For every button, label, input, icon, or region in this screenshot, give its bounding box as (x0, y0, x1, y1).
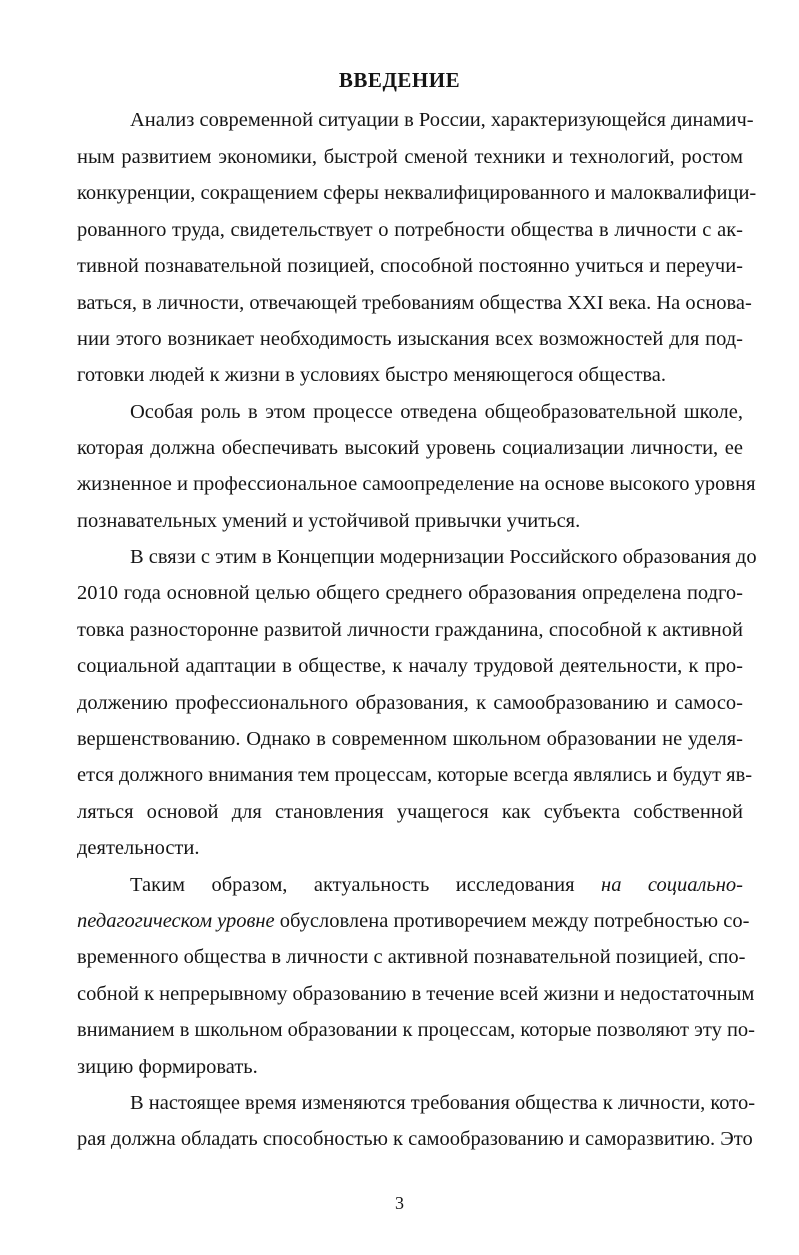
paragraph-1-line-3: конкуренции, сокращением сферы неквалифицированного и малоквалифици- (77, 182, 757, 204)
paragraph-3-line-4: социальной адаптации в обществе, к началу трудовой деятельности, к про- (77, 655, 743, 677)
paragraph-5-line-2: рая должна обладать способностью к самообразованию и саморазвитию. Это (77, 1128, 753, 1150)
page-title: ВВЕДЕНИЕ (338, 68, 461, 92)
paragraph-4-line-4: собной к непрерывному образованию в течение всей жизни и недостаточным (77, 983, 755, 1005)
paragraph-4-line-3: временного общества в личности с активной познавательной позицией, спо- (77, 946, 746, 968)
paragraph-4-emphasis: на социально- (601, 874, 744, 896)
paragraph-2-line-1: Особая роль в этом процессе отведена общеобразовательной школе, (130, 401, 743, 423)
paragraph-1-line-2: ным развитием экономики, быстрой сменой техники и технологий, ростом (77, 146, 743, 168)
paragraph-4-line-2 (77, 909, 750, 935)
paragraph-1-line-7: нии этого возникает необходимость изыскания всех возможностей для под- (77, 328, 743, 350)
paragraph-4-emphasis: педагогическом уровне (77, 910, 275, 932)
paragraph-1-line-6: ваться, в личности, отвечающей требованиям общества XXI века. На основа- (77, 292, 752, 314)
paragraph-3-line-3: товка разносторонне развитой личности гражданина, способной к активной (77, 619, 743, 641)
paragraph-2-line-4: познавательных умений и устойчивой привычки учиться. (77, 510, 581, 532)
paragraph-3-line-1: В связи с этим в Концепции модернизации Российского образования до (130, 546, 757, 568)
paragraph-4-line-6: зицию формировать. (77, 1056, 258, 1078)
paragraph-3-line-9: деятельности. (77, 837, 200, 859)
paragraph-1-line-1: Анализ современной ситуации в России, характеризующейся динамич- (130, 109, 754, 131)
paragraph-3-line-8: ляться основой для становления учащегося как субъекта собственной (77, 801, 743, 823)
paragraph-1-line-5: тивной познавательной позицией, способной постоянно учиться и переучи- (77, 255, 743, 277)
paragraph-3-line-2: 2010 года основной целью общего среднего образования определена подго- (77, 582, 743, 604)
paragraph-4-text: Таким образом, актуальность исследования (130, 874, 575, 896)
page-number: 3 (395, 1193, 404, 1213)
paragraph-3-line-7: ется должного внимания тем процессам, которые всегда являлись и будут яв- (77, 764, 753, 786)
paragraph-3-line-6: вершенствованию. Однако в современном школьном образовании не уделя- (77, 728, 743, 750)
paragraph-4-line-5: вниманием в школьном образовании к процессам, которые позволяют эту по- (77, 1019, 756, 1041)
paragraph-4-text: обусловлена противоречием между потребностью со- (279, 910, 750, 932)
paragraph-5-line-1: В настоящее время изменяются требования общества к личности, кото- (130, 1092, 756, 1114)
paragraph-1-line-4: рованного труда, свидетельствует о потребности общества в личности с ак- (77, 219, 743, 241)
paragraph-2-line-3: жизненное и профессиональное самоопределение на основе высокого уровня (77, 473, 756, 495)
paragraph-4-line-1 (130, 873, 743, 899)
paragraph-3-line-5: должению профессионального образования, к самообразованию и самосо- (77, 692, 743, 714)
paragraph-2-line-2: которая должна обеспечивать высокий уровень социализации личности, ее (77, 437, 743, 459)
paragraph-1-line-8: готовки людей к жизни в условиях быстро меняющегося общества. (77, 364, 667, 386)
